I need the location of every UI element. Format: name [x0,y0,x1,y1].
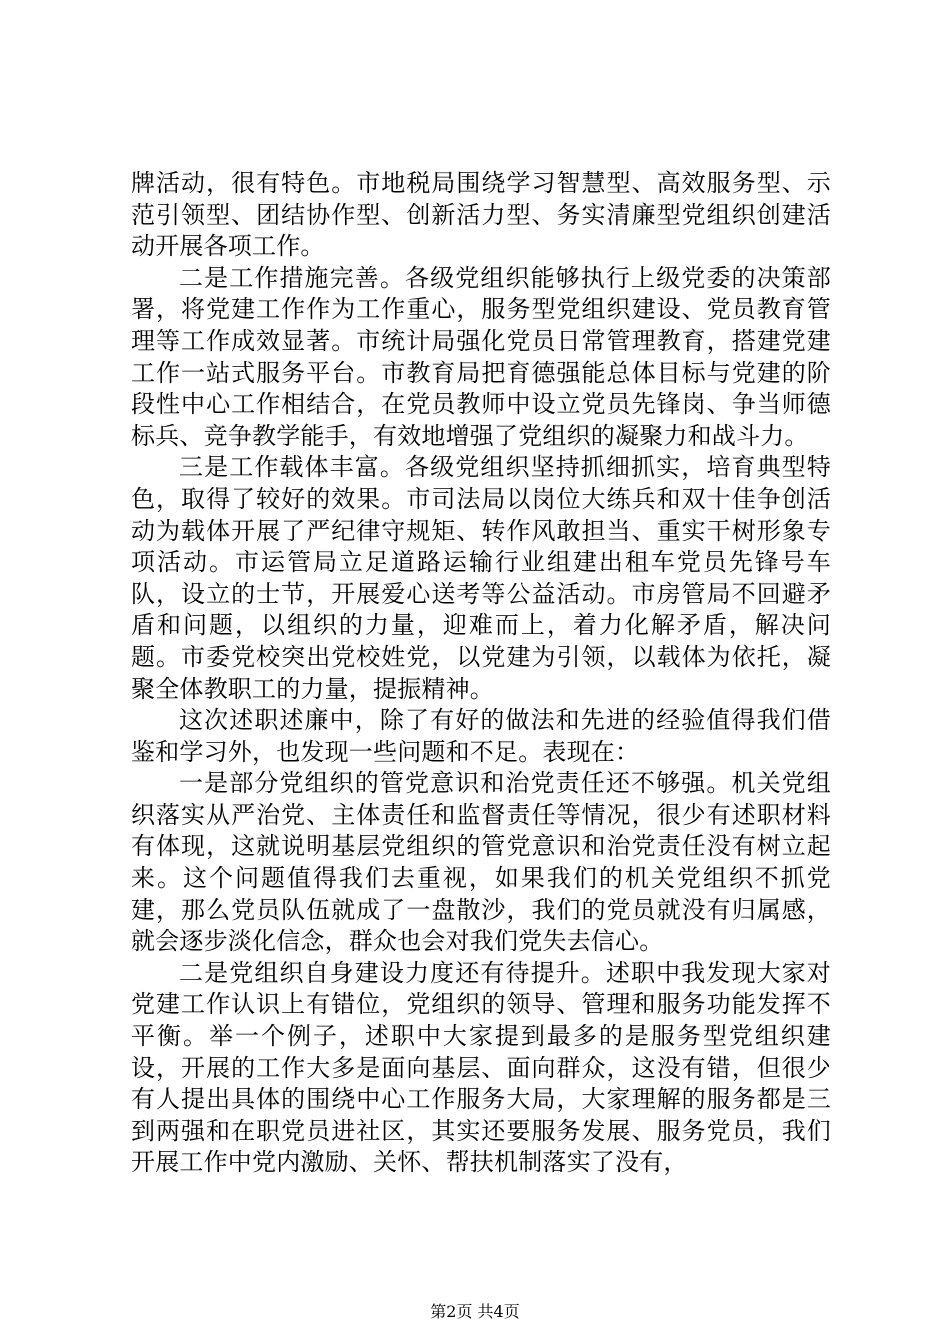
paragraph-6: 二是党组织自身建设力度还有待提升。述职中我发现大家对党建工作认识上有错位，党组织的领导、管理和服务功能发挥不平衡。举一个例子，述职中大家提到最多的是服务型党组织建设，开展的工作大多是面向基层、面向群众，这没有错，但很少有人提出具体的围绕中心工作服务大局，大家理解的服务都是三到两强和在职党员进社区，其实还要服务发展、服务党员，我们开展工作中党内激励、关怀、帮扶机制落实了没有， [131,958,831,1177]
paragraph-3: 三是工作载体丰富。各级党组织坚持抓细抓实，培育典型特色，取得了较好的效果。市司法局以岗位大练兵和双十佳争创活动为载体开展了严纪律守规矩、转作风敢担当、重实干树形象专项活动。市运管局立足道路运输行业组建出租车党员先锋号车队，设立的士节，开展爱心送考等公益活动。市房管局不回避矛盾和问题，以组织的力量，迎难而上，着力化解矛盾，解决问题。市委党校突出党校姓党，以党建为引领，以载体为依托，凝聚全体教职工的力量，提振精神。 [131,453,831,703]
paragraph-4: 这次述职述廉中，除了有好的做法和先进的经验值得我们借鉴和学习外，也发现一些问题和不足。表现在： [131,706,831,766]
document-body [131,168,831,1179]
paragraph-1: 牌活动，很有特色。市地税局围绕学习智慧型、高效服务型、示范引领型、团结协作型、创新活力型、务实清廉型党组织创建活动开展各项工作。 [131,169,831,261]
paragraph-2: 二是工作措施完善。各级党组织能够执行上级党委的决策部署，将党建工作作为工作重心，服务型党组织建设、党员教育管理等工作成效显著。市统计局强化党员日常管理教育，搭建党建工作一站式服务平台。市教育局把育德强能总体目标与党建的阶段性中心工作相结合，在党员教师中设立党员先锋岗、争当师德标兵、竞争教学能手，有效地增强了党组织的凝聚力和战斗力。 [131,263,831,450]
page-number-footer: 第2页 共4页 [430,1302,520,1321]
paragraph-5: 一是部分党组织的管党意识和治党责任还不够强。机关党组织落实从严治党、主体责任和监督责任等情况，很少有述职材料有体现，这就说明基层党组织的管党意识和治党责任没有树立起来。这个问题值得我们去重视，如果我们的机关党组织不抓党建，那么党员队伍就成了一盘散沙，我们的党员就没有归属感，就会逐步淡化信念，群众也会对我们党失去信心。 [131,769,831,956]
